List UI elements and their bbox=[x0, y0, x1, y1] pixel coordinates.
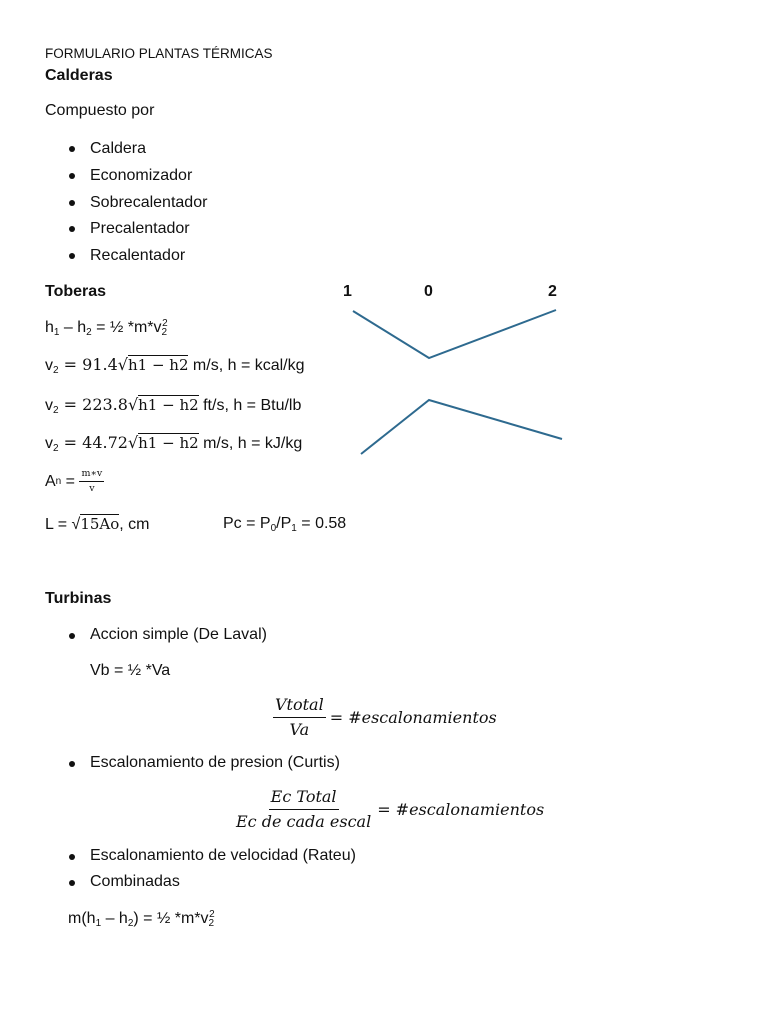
list-item: Escalonamiento de presion (Curtis) bbox=[90, 754, 340, 772]
nozzle-upper-wall bbox=[353, 310, 556, 358]
list-item: Combinadas bbox=[90, 873, 180, 891]
equation-velocity-metric-kcal: $v_2 = 91.4√h1 - h2$ m/s, h = kcal/kg bbox=[45, 355, 305, 376]
equation-velocity-metric-kj: $v_2 = 44.72√h1 - h2$ m/s, h = kJ/kg bbox=[45, 433, 303, 454]
bullet bbox=[69, 880, 75, 886]
equation-velocity-imperial: $v_2 = 223.8√h1 - h2$ ft/s, h = Btu/lb bbox=[45, 395, 302, 416]
equation-blade-speed: Vb = ½ *Va bbox=[90, 662, 171, 679]
list-item: Economizador bbox=[45, 166, 207, 193]
section-heading-turbinas: Turbinas bbox=[45, 590, 112, 607]
section-heading-toberas: Toberas bbox=[45, 283, 107, 300]
equation-length: L = √15Ao, cm bbox=[45, 515, 150, 533]
diagram-label-inlet: 1 bbox=[343, 283, 352, 300]
list-item: Caldera bbox=[45, 139, 207, 166]
document-header: FORMULARIO PLANTAS TÉRMICAS bbox=[45, 46, 273, 61]
stages-fraction: $\frac{\text{Ec Total}}{\text{Ec de cada escal}}$ bbox=[236, 787, 372, 831]
list-item: Precalentador bbox=[45, 219, 207, 246]
list-item: Escalonamiento de velocidad (Rateu) bbox=[90, 847, 356, 865]
nozzle-lower-wall bbox=[361, 400, 562, 454]
bullet bbox=[69, 854, 75, 860]
bullet bbox=[69, 761, 75, 767]
equation-energy-balance: $h_1 - h_2$ = ½ $*m*v_2^2$ bbox=[45, 318, 168, 338]
diagram-label-throat: 0 bbox=[424, 283, 433, 300]
equation-critical-pressure: $Pc = P_0/P_1 = 0.58$ bbox=[223, 515, 347, 534]
equation-nozzle-area: A n = $\frac{m∗v}{v}$ bbox=[45, 468, 103, 494]
equation-turbine-energy: $m(h_1 - h_2)$ = ½ $*m*v_2^2$ bbox=[68, 909, 215, 929]
calderas-intro: Compuesto por bbox=[45, 102, 155, 119]
list-item: Accion simple (De Laval) bbox=[90, 626, 267, 644]
list-item: Recalentador bbox=[45, 246, 207, 273]
equation-stages-simple: $\frac{\text{Vtotal}}{Va}$ = #escalonamientos bbox=[275, 695, 497, 739]
section-heading-calderas: Calderas bbox=[45, 67, 113, 84]
equation-stages-curtis: $\frac{\text{Ec Total}}{\text{Ec de cada escal}}$ = #escalonamientos bbox=[236, 787, 545, 831]
list-item: Sobrecalentador bbox=[45, 193, 207, 220]
stages-fraction: $\frac{\text{Vtotal}}{Va}$ bbox=[275, 695, 324, 739]
bullet bbox=[69, 633, 75, 639]
area-fraction: $\frac{m∗v}{v}$ bbox=[81, 468, 103, 494]
diagram-label-outlet: 2 bbox=[548, 283, 557, 300]
